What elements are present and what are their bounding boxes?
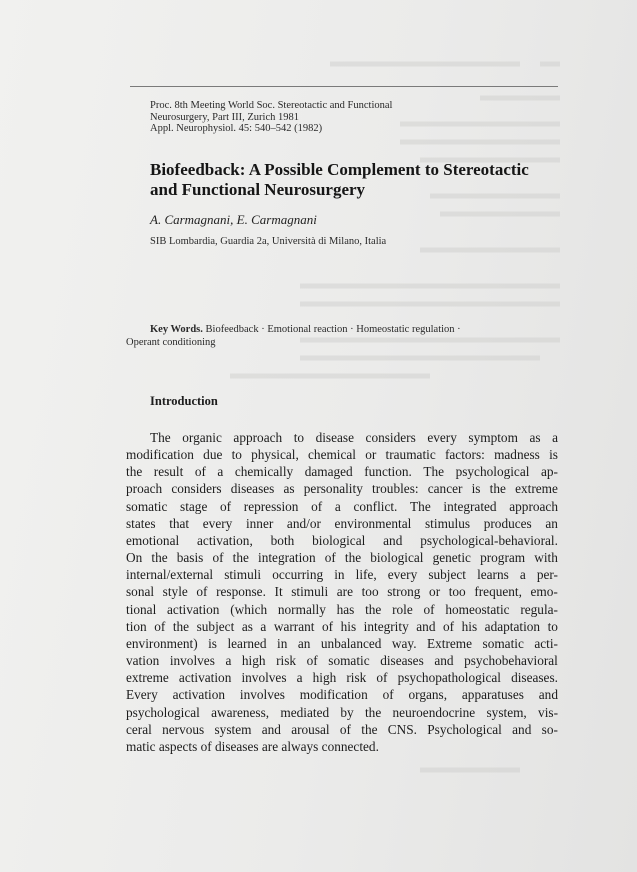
citation-line: Neurosurgery, Part III, Zurich 1981 <box>150 111 299 123</box>
header-rule <box>130 86 558 87</box>
keywords-text: Biofeedback · Emotional reaction · Homeostatic regulation · <box>205 324 461 335</box>
body-line: internal/external stimuli occurring in life, every subject learns a per- <box>126 567 558 583</box>
title-line: Biofeedback: A Possible Complement to Stereotactic <box>150 160 529 179</box>
citation-line: Appl. Neurophysiol. 45: 540–542 (1982) <box>150 123 323 134</box>
body-line: psychological awareness, mediated by the neuroendocrine system, vis- <box>126 704 558 720</box>
body-line: On the basis of the integration of the biological genetic program with <box>126 550 558 566</box>
section-heading-introduction: Introduction <box>150 394 218 408</box>
body-line: the result of a chemically damaged function. The psychological ap- <box>126 464 558 480</box>
body-line: Every activation involves modification of organs, apparatuses and <box>126 687 558 703</box>
body-line: sonal style of response. It stimuli are too strong or too frequent, emo- <box>126 584 558 600</box>
body-line: The organic approach to disease considers every symptom as a <box>150 430 558 445</box>
title-line: and Functional Neurosurgery <box>150 180 366 199</box>
body-line: environment) is learned in an unbalanced way. Extreme somatic acti- <box>126 635 558 651</box>
introduction-paragraph <box>126 429 558 755</box>
article-title <box>150 160 560 200</box>
keywords-text-continued: Operant conditioning <box>126 337 216 348</box>
keywords-block <box>126 323 566 349</box>
body-line: vation involves a high risk of somatic diseases and psychobehavioral <box>126 653 558 669</box>
body-line: tion of the subject as a warrant of his integrity and of his adaptation to <box>126 618 558 634</box>
affiliation: SIB Lombardia, Guardia 2a, Università di Milano, Italia <box>150 236 387 247</box>
body-line: modification due to physical, chemical or traumatic factors: madness is <box>126 447 558 463</box>
body-line: somatic stage of repression of a conflict. The integrated approach <box>126 498 558 514</box>
body-line: emotional activation, both biological and psychological-behavioral. <box>126 532 558 548</box>
citation-block <box>150 100 550 135</box>
body-line: ceral nervous system and arousal of the CNS. Psychological and so- <box>126 721 558 737</box>
body-line: proach considers diseases as personality troubles: cancer is the extreme <box>126 481 558 497</box>
body-line: states that every inner and/or environmental stimulus produces an <box>126 515 558 531</box>
body-line: tional activation (which normally has the role of homeostatic regula- <box>126 601 558 617</box>
citation-line: Proc. 8th Meeting World Soc. Stereotactic and Functional <box>150 100 393 111</box>
keywords-label: Key Words. <box>150 324 203 335</box>
authors: A. Carmagnani, E. Carmagnani <box>150 212 317 227</box>
body-line: matic aspects of diseases are always connected. <box>126 738 379 754</box>
body-line: extreme activation involves a high risk of psychopathological diseases. <box>126 670 558 686</box>
